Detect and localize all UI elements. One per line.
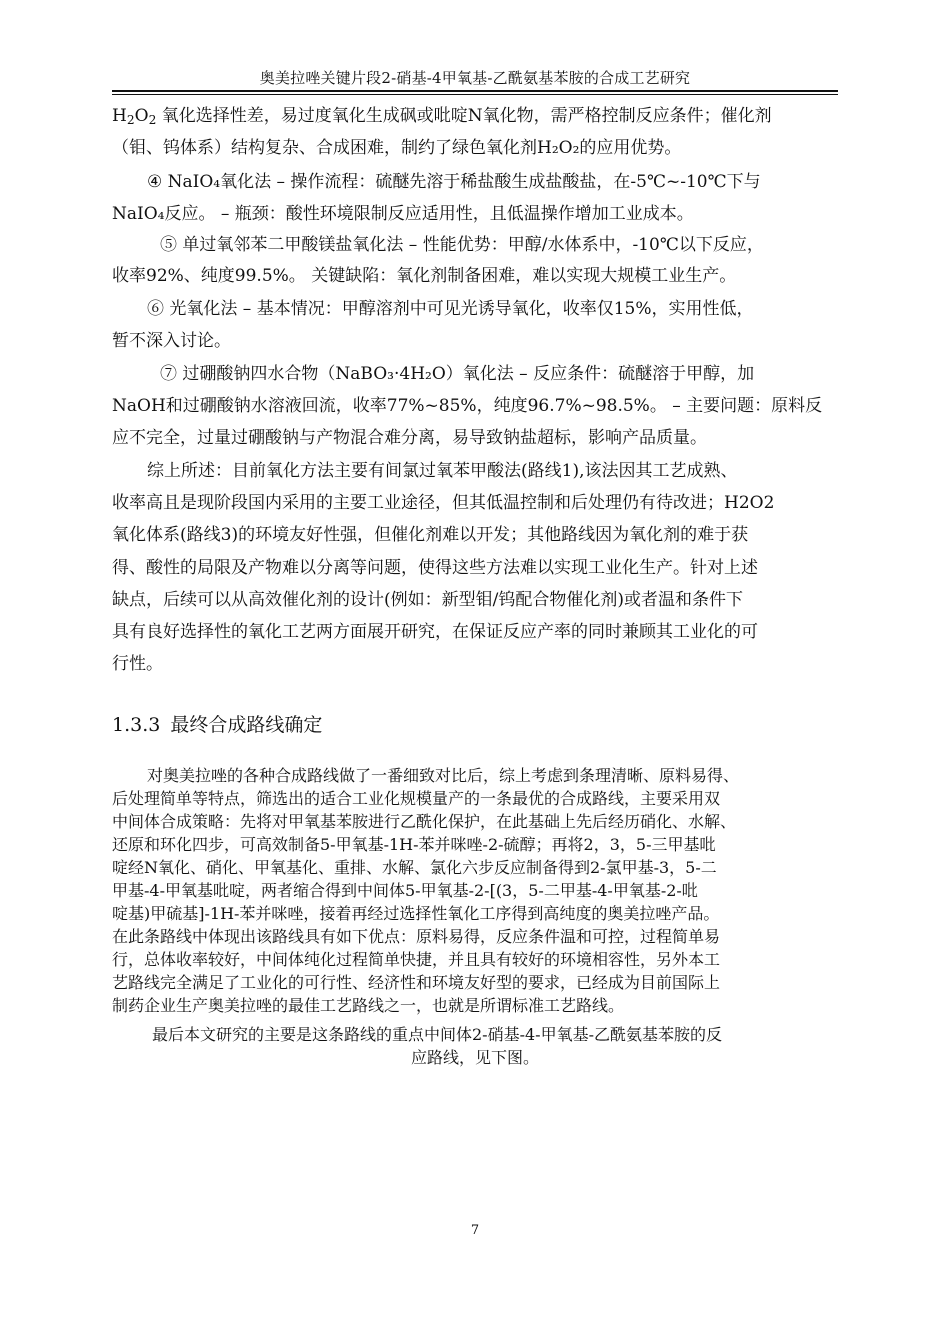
final-line: 应路线，见下图。 [410, 1048, 539, 1067]
route-line: 后处理简单等特点，筛选出的适合工业化规模量产的一条最优的合成路线，主要采用双 [112, 789, 721, 808]
route-line: 啶基)甲硫基]-1H-苯并咪唑，接着再经过选择性氧化工序得到高纯度的奥美拉唑产品。 [112, 904, 720, 923]
summary-line: 具有良好选择性的氧化工艺两方面展开研究，在保证反应产率的同时兼顾其工业化的可 [112, 622, 758, 642]
page-number: 7 [470, 1223, 480, 1238]
header-rule-thick [112, 90, 838, 92]
route-line: 在此条路线中体现出该路线具有如下优点：原料易得，反应条件温和可控，过程简单易 [112, 927, 721, 946]
route-line: 制药企业生产奥美拉唑的最佳工艺路线之一，也就是所谓标准工艺路线。 [112, 996, 625, 1015]
summary-line: 综上所述：目前氧化方法主要有间氯过氧苯甲酸法(路线1),该法因其工艺成熟、 [147, 461, 738, 481]
text-line: ④ NaIO₄氧化法 – 操作流程：硫醚先溶于稀盐酸生成盐酸盐，在-5℃~-10℃下与 [147, 172, 761, 192]
text-line: （钼、钨体系）结构复杂、合成困难，制约了绿色氧化剂H₂O₂的应用优势。 [112, 138, 682, 158]
text-line: ⑤ 单过氧邻苯二甲酸镁盐氧化法 – 性能优势：甲醇/水体系中，-10℃以下反应， [160, 235, 764, 255]
text-line: ⑥ 光氧化法 – 基本情况：甲醇溶剂中可见光诱导氧化，收率仅15%，实用性低， [147, 299, 754, 319]
text-line: NaOH和过硼酸钠水溶液回流，收率77%~85%，纯度96.7%~98.5%。 – 主要问题：原料反 [112, 396, 823, 416]
text-line: 暂不深入讨论。 [112, 331, 231, 351]
summary-line: 收率高且是现阶段国内采用的主要工业途径，但其低温控制和后处理仍有待改进；H2O2 [112, 493, 775, 513]
text-line: $H_2O_2$ 氧化选择性差，易过度氧化生成砜或吡啶N氧化物，需严格控制反应条件；催化剂 [112, 106, 772, 128]
section-title: 最终合成路线确定 [170, 714, 323, 736]
header-rule-thin [112, 94, 838, 95]
route-line: 还原和环化四步，可高效制备5-甲氧基-1H-苯并咪唑-2-硫醇；再将2，3，5-三甲基吡 [112, 835, 716, 854]
route-line: 行，总体收率较好，中间体纯化过程简单快捷，并且具有较好的环境相容性，另外本工 [112, 950, 721, 969]
text-line: 收率92%、纯度99.5%。 关键缺陷：氧化剂制备困难，难以实现大规模工业生产。 [112, 266, 737, 286]
summary-line: 氧化体系(路线3)的环境友好性强，但催化剂难以开发；其他路线因为氧化剂的难于获 [112, 525, 749, 545]
text-line: 应不完全，过量过硼酸钠与产物混合难分离，易导致钠盐超标，影响产品质量。 [112, 428, 707, 448]
section-heading [112, 712, 322, 738]
text-line: ⑦ 过硼酸钠四水合物（NaBO₃·4H₂O）氧化法 – 反应条件：硫醚溶于甲醇，加 [160, 364, 755, 384]
summary-line: 得、酸性的局限及产物难以分离等问题，使得这些方法难以实现工业化生产。针对上述 [112, 558, 758, 578]
summary-line: 行性。 [112, 654, 163, 674]
route-line: 甲基-4-甲氧基吡啶，两者缩合得到中间体5-甲氧基-2-[(3，5-二甲基-4-甲氧基-2-吡 [112, 881, 698, 900]
route-line: 艺路线完全满足了工业化的可行性、经济性和环境友好型的要求，已经成为目前国际上 [112, 973, 721, 992]
running-header: 奥美拉唑关键片段2-硝基-4甲氧基-乙酰氨基苯胺的合成工艺研究 [259, 69, 691, 87]
route-line: 对奥美拉唑的各种合成路线做了一番细致对比后，综上考虑到条理清晰、原料易得、 [147, 766, 740, 785]
route-line: 中间体合成策略：先将对甲氧基苯胺进行乙酰化保护，在此基础上先后经历硝化、水解、 [112, 812, 737, 831]
final-line: 最后本文研究的主要是这条路线的重点中间体2-硝基-4-甲氧基-乙酰氨基苯胺的反 [152, 1025, 722, 1044]
section-number: 1.3.3 [112, 714, 161, 736]
summary-line: 缺点，后续可以从高效催化剂的设计(例如：新型钼/钨配合物催化剂)或者温和条件下 [112, 590, 743, 610]
route-line: 啶经N氧化、硝化、甲氧基化、重排、水解、氯化六步反应制备得到2-氯甲基-3，5-二 [112, 858, 717, 877]
text-line: NaIO₄反应。 – 瓶颈：酸性环境限制反应适用性，且低温操作增加工业成本。 [112, 204, 694, 224]
